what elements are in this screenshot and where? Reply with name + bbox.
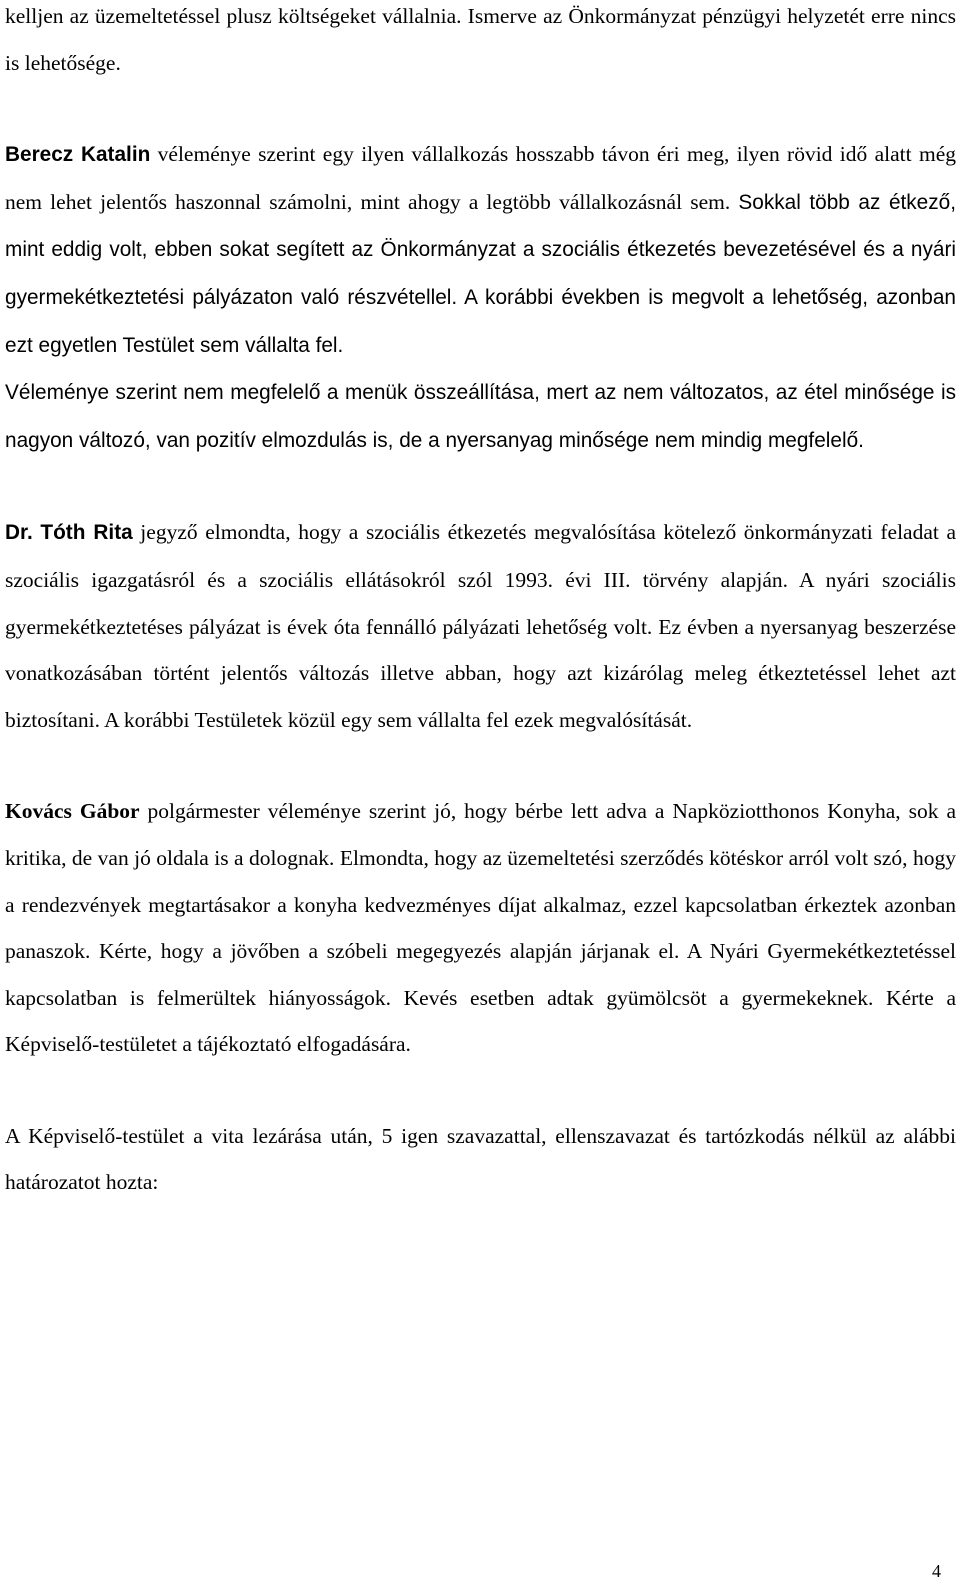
speaker-name: Tóth Rita [40, 521, 133, 545]
speaker-name: Kovács Gábor [5, 799, 140, 824]
paragraph-resolution-intro [5, 1113, 956, 1206]
speaker-name: Berecz Katalin [5, 143, 151, 167]
paragraph-spacer [5, 86, 956, 131]
paragraph-toth [5, 509, 956, 743]
paragraph-text: A Képviselő-testület a vita lezárása után, 5 igen szavazattal, ellenszavazat és tartózkodás nélkül az alábbi határozatot hozta: [5, 1123, 956, 1195]
paragraph-kovacs [5, 788, 956, 1068]
paragraph-text: polgármester véleménye szerint jó, hogy bérbe lett adva a Napköziotthonos Konyha, sok a kritika, de van jó oldala is a dolognak. Elmondta, hogy az üzemeltetési szerződés kötéskor arról volt szó, hogy a rendezvények megtartásakor a konyha kedvezményes díjat alkalmaz, ezzel kapcsolatban érkeztek azonban panaszok. Kérte, hogy a jövőben a szóbeli megegyezés alapján járjanak el. A Nyári Gyermekétkeztetéssel kapcsolatban is felmerültek hiányosságok. Kevés esetben adtak gyümölcsöt a gyermekeknek. Kérte a Képviselő-testületet a tájékoztató elfogadására. [5, 799, 956, 1057]
paragraph-spacer [5, 1068, 956, 1113]
speaker-prefix: Dr. [5, 521, 33, 545]
paragraph-berecz-opinion [5, 369, 956, 464]
page-body [5, 0, 956, 1206]
paragraph-continuation [5, 0, 956, 86]
paragraph-text: véleménye szerint egy ilyen vállalkozás hosszabb távon éri meg, ilyen rövid idő alatt még nem lehet jelentős haszonnal számolni, mint ahogy a legtöbb vállalkozásnál sem. [5, 142, 957, 214]
page-number: 4 [932, 1561, 941, 1581]
paragraph-text-sans: Véleménye szerint nem megfelelő a menük összeállítása, mert az nem változatos, az étel minősége is nagyon változó, van pozitív elmozdulás is, de a nyersanyag minősége nem mindig megfelelő. [5, 381, 956, 452]
paragraph-text: kelljen az üzemeltetéssel plusz költségeket vállalnia. Ismerve az Önkormányzat pénzügyi helyzetét erre nincs is lehetősége. [5, 4, 956, 75]
paragraph-text-sans: Sokkal több az étkező, mint eddig volt, ebben sokat segített az Önkormányzat a szociális étkezetés bevezetésével és a nyári gyermekétkeztetési pályázaton való részvétellel. A korábbi években is megvolt a lehetőség, azonban ezt egyetlen Testület sem vállalta fel. [5, 190, 956, 357]
paragraph-text: jegyző elmondta, hogy a szociális étkezetés megvalósítása kötelező önkormányzati feladat a szociális igazgatásról és a szociális ellátásokról szól 1993. évi III. törvény alapján. A nyári szociális gyermekétkeztetéses pályázat is évek óta fennálló pályázati lehetőség volt. Ez évben a nyersanyag beszerzése vonatkozásában történt jelentős változás illetve abban, hogy azt kizárólag meleg étkeztetéssel lehet azt biztosítani. A korábbi Testületek közül egy sem vállalta fel ezek megvalósítását. [5, 520, 957, 732]
paragraph-spacer [5, 464, 956, 509]
paragraph-berecz [5, 131, 956, 369]
paragraph-spacer [5, 743, 956, 788]
